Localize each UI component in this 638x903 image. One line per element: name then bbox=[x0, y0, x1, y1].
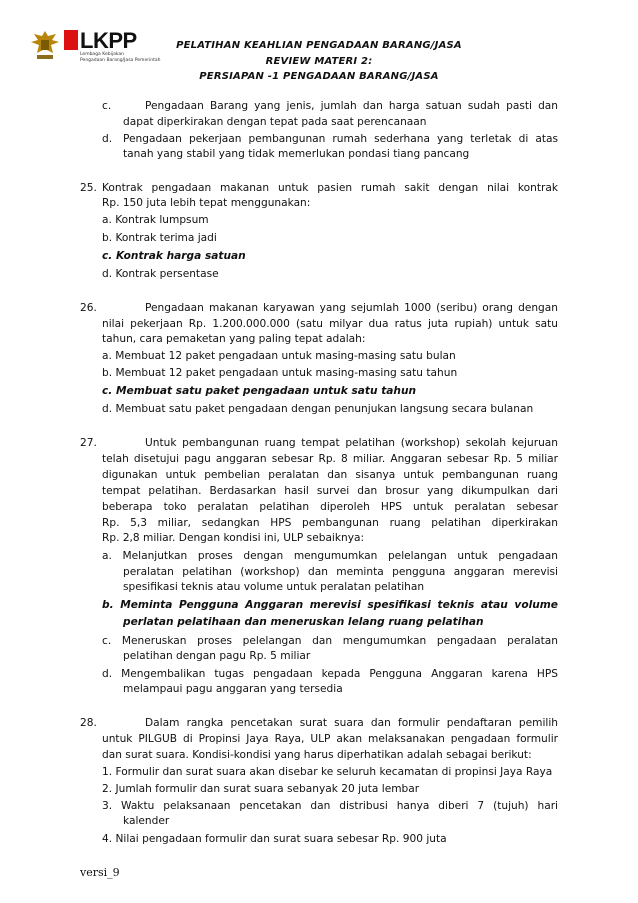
question-text: Rp. 150 juta lebih tepat menggunakan: bbox=[102, 197, 311, 209]
option-a: a. Melanjutkan proses dengan mengumumkan pelelangan untuk pengadaan bbox=[102, 550, 558, 562]
question-text: Rp. 2,8 miliar. Dengan kondisi ini, ULP sebaiknya: bbox=[102, 532, 365, 544]
option-text: dapat diperkirakan dengan tepat pada saat perencanaan bbox=[123, 116, 427, 128]
option-label: d. bbox=[102, 133, 113, 145]
option-b-answer: b. Meminta Pengguna Anggaran merevisi spesifikasi teknis atau volume bbox=[102, 599, 558, 611]
question-text: tempat pelatihan. Berdasarkan hasil survei dan brosur yang dikumpulkan dari bbox=[102, 485, 558, 497]
list-item: kalender bbox=[123, 815, 170, 827]
question-number: 26. bbox=[80, 302, 97, 314]
question-text: Untuk pembangunan ruang tempat pelatihan (workshop) sekolah kejuruan bbox=[145, 437, 558, 449]
option-a: peralatan pelatihan (workshop) dan meminta pengguna anggaran merevisi bbox=[123, 566, 558, 578]
option-c: pelatihan dengan pagu Rp. 5 miliar bbox=[123, 650, 311, 662]
list-item: 1. Formulir dan surat suara akan disebar ke seluruh kecamatan di propinsi Jaya Raya bbox=[102, 766, 553, 778]
question-text: Kontrak pengadaan makanan untuk pasien rumah sakit dengan nilai kontrak bbox=[102, 182, 558, 194]
list-item: 4. Nilai pengadaan formulir dan surat suara sebesar Rp. 900 juta bbox=[102, 833, 447, 845]
header-title-3: PERSIAPAN -1 PENGADAAN BARANG/JASA bbox=[199, 71, 439, 82]
option-label: c. bbox=[102, 100, 112, 112]
option-d: d. Kontrak persentase bbox=[102, 268, 219, 280]
header-title-2: REVIEW MATERI 2: bbox=[265, 56, 373, 67]
logo-subtitle-2: Pengadaan Barang/Jasa Pemerintah bbox=[80, 58, 161, 63]
question-number: 25. bbox=[80, 182, 97, 194]
option-a: a. Membuat 12 paket pengadaan untuk masing-masing satu bulan bbox=[102, 350, 456, 362]
question-number: 28. bbox=[80, 717, 97, 729]
question-text: digunakan untuk pembelian peralatan dan sisanya untuk pembangunan ruang bbox=[102, 469, 558, 481]
version-footer: versi_9 bbox=[80, 866, 120, 879]
option-c-answer: c. Kontrak harga satuan bbox=[102, 250, 246, 262]
option-d: d. Mengembalikan tugas pengadaan kepada Pengguna Anggaran karena HPS bbox=[102, 668, 558, 680]
question-text: nilai pekerjaan Rp. 1.200.000.000 (satu milyar dua ratus juta rupiah) untuk satu bbox=[102, 318, 558, 330]
option-b-answer: perlatan pelatihaan dan meneruskan lelang ruang pelatihan bbox=[123, 616, 484, 628]
option-text: Pengadaan Barang yang jenis, jumlah dan harga satuan sudah pasti dan bbox=[145, 100, 558, 112]
option-a: a. Kontrak lumpsum bbox=[102, 214, 209, 226]
option-b: b. Kontrak terima jadi bbox=[102, 232, 217, 244]
logo-subtitle-1: Lembaga Kebijakan bbox=[80, 52, 124, 57]
option-b: b. Membuat 12 paket pengadaan untuk masing-masing satu tahun bbox=[102, 367, 458, 379]
option-c: c. Meneruskan proses pelelangan dan mengumumkan pengadaan peralatan bbox=[102, 635, 558, 647]
question-text: beberapa toko peralatan pelatihan diperoleh HPS untuk peralatan sebesar bbox=[102, 501, 558, 513]
question-text: dan surat suara. Kondisi-kondisi yang harus diperhatikan adalah sebagai berikut: bbox=[102, 749, 532, 761]
question-text: untuk PILGUB di Propinsi Jaya Raya, ULP akan melaksanakan pengadaan formulir bbox=[102, 733, 558, 745]
question-text: tahun, cara pemaketan yang paling tepat adalah: bbox=[102, 333, 366, 345]
question-number: 27. bbox=[80, 437, 97, 449]
question-text: Rp. 5,3 miliar, sedangkan HPS pembangunan ruang pelatihan diperkirakan bbox=[102, 517, 558, 529]
question-text: Pengadaan makanan karyawan yang sejumlah 1000 (seribu) orang dengan bbox=[145, 302, 558, 314]
header-title-1: PELATIHAN KEAHLIAN PENGADAAN BARANG/JASA bbox=[176, 40, 462, 51]
option-d: melampaui pagu anggaran yang tersedia bbox=[123, 683, 343, 695]
logo-text: LKPP bbox=[80, 28, 137, 53]
option-d: d. Membuat satu paket pengadaan dengan penunjukan langsung secara bulanan bbox=[102, 403, 534, 415]
option-a: spesifikasi teknis atau volume untuk peralatan pelatihan bbox=[123, 581, 425, 593]
question-text: telah disetujui pagu anggaran sebesar Rp. 8 miliar. Anggaran sebesar Rp. 5 miliar bbox=[102, 453, 558, 465]
option-c-answer: c. Membuat satu paket pengadaan untuk satu tahun bbox=[102, 385, 417, 397]
option-text: tanah yang stabil yang tidak memerlukan pondasi tiang pancang bbox=[123, 148, 470, 160]
question-text: Dalam rangka pencetakan surat suara dan formulir pendaftaran pemilih bbox=[145, 717, 558, 729]
list-item: 3. Waktu pelaksanaan pencetakan dan distribusi hanya diberi 7 (tujuh) hari bbox=[102, 800, 558, 812]
option-text: Pengadaan pekerjaan pembangunan rumah sederhana yang terletak di atas bbox=[123, 133, 558, 145]
list-item: 2. Jumlah formulir dan surat suara sebanyak 20 juta lembar bbox=[102, 783, 420, 795]
